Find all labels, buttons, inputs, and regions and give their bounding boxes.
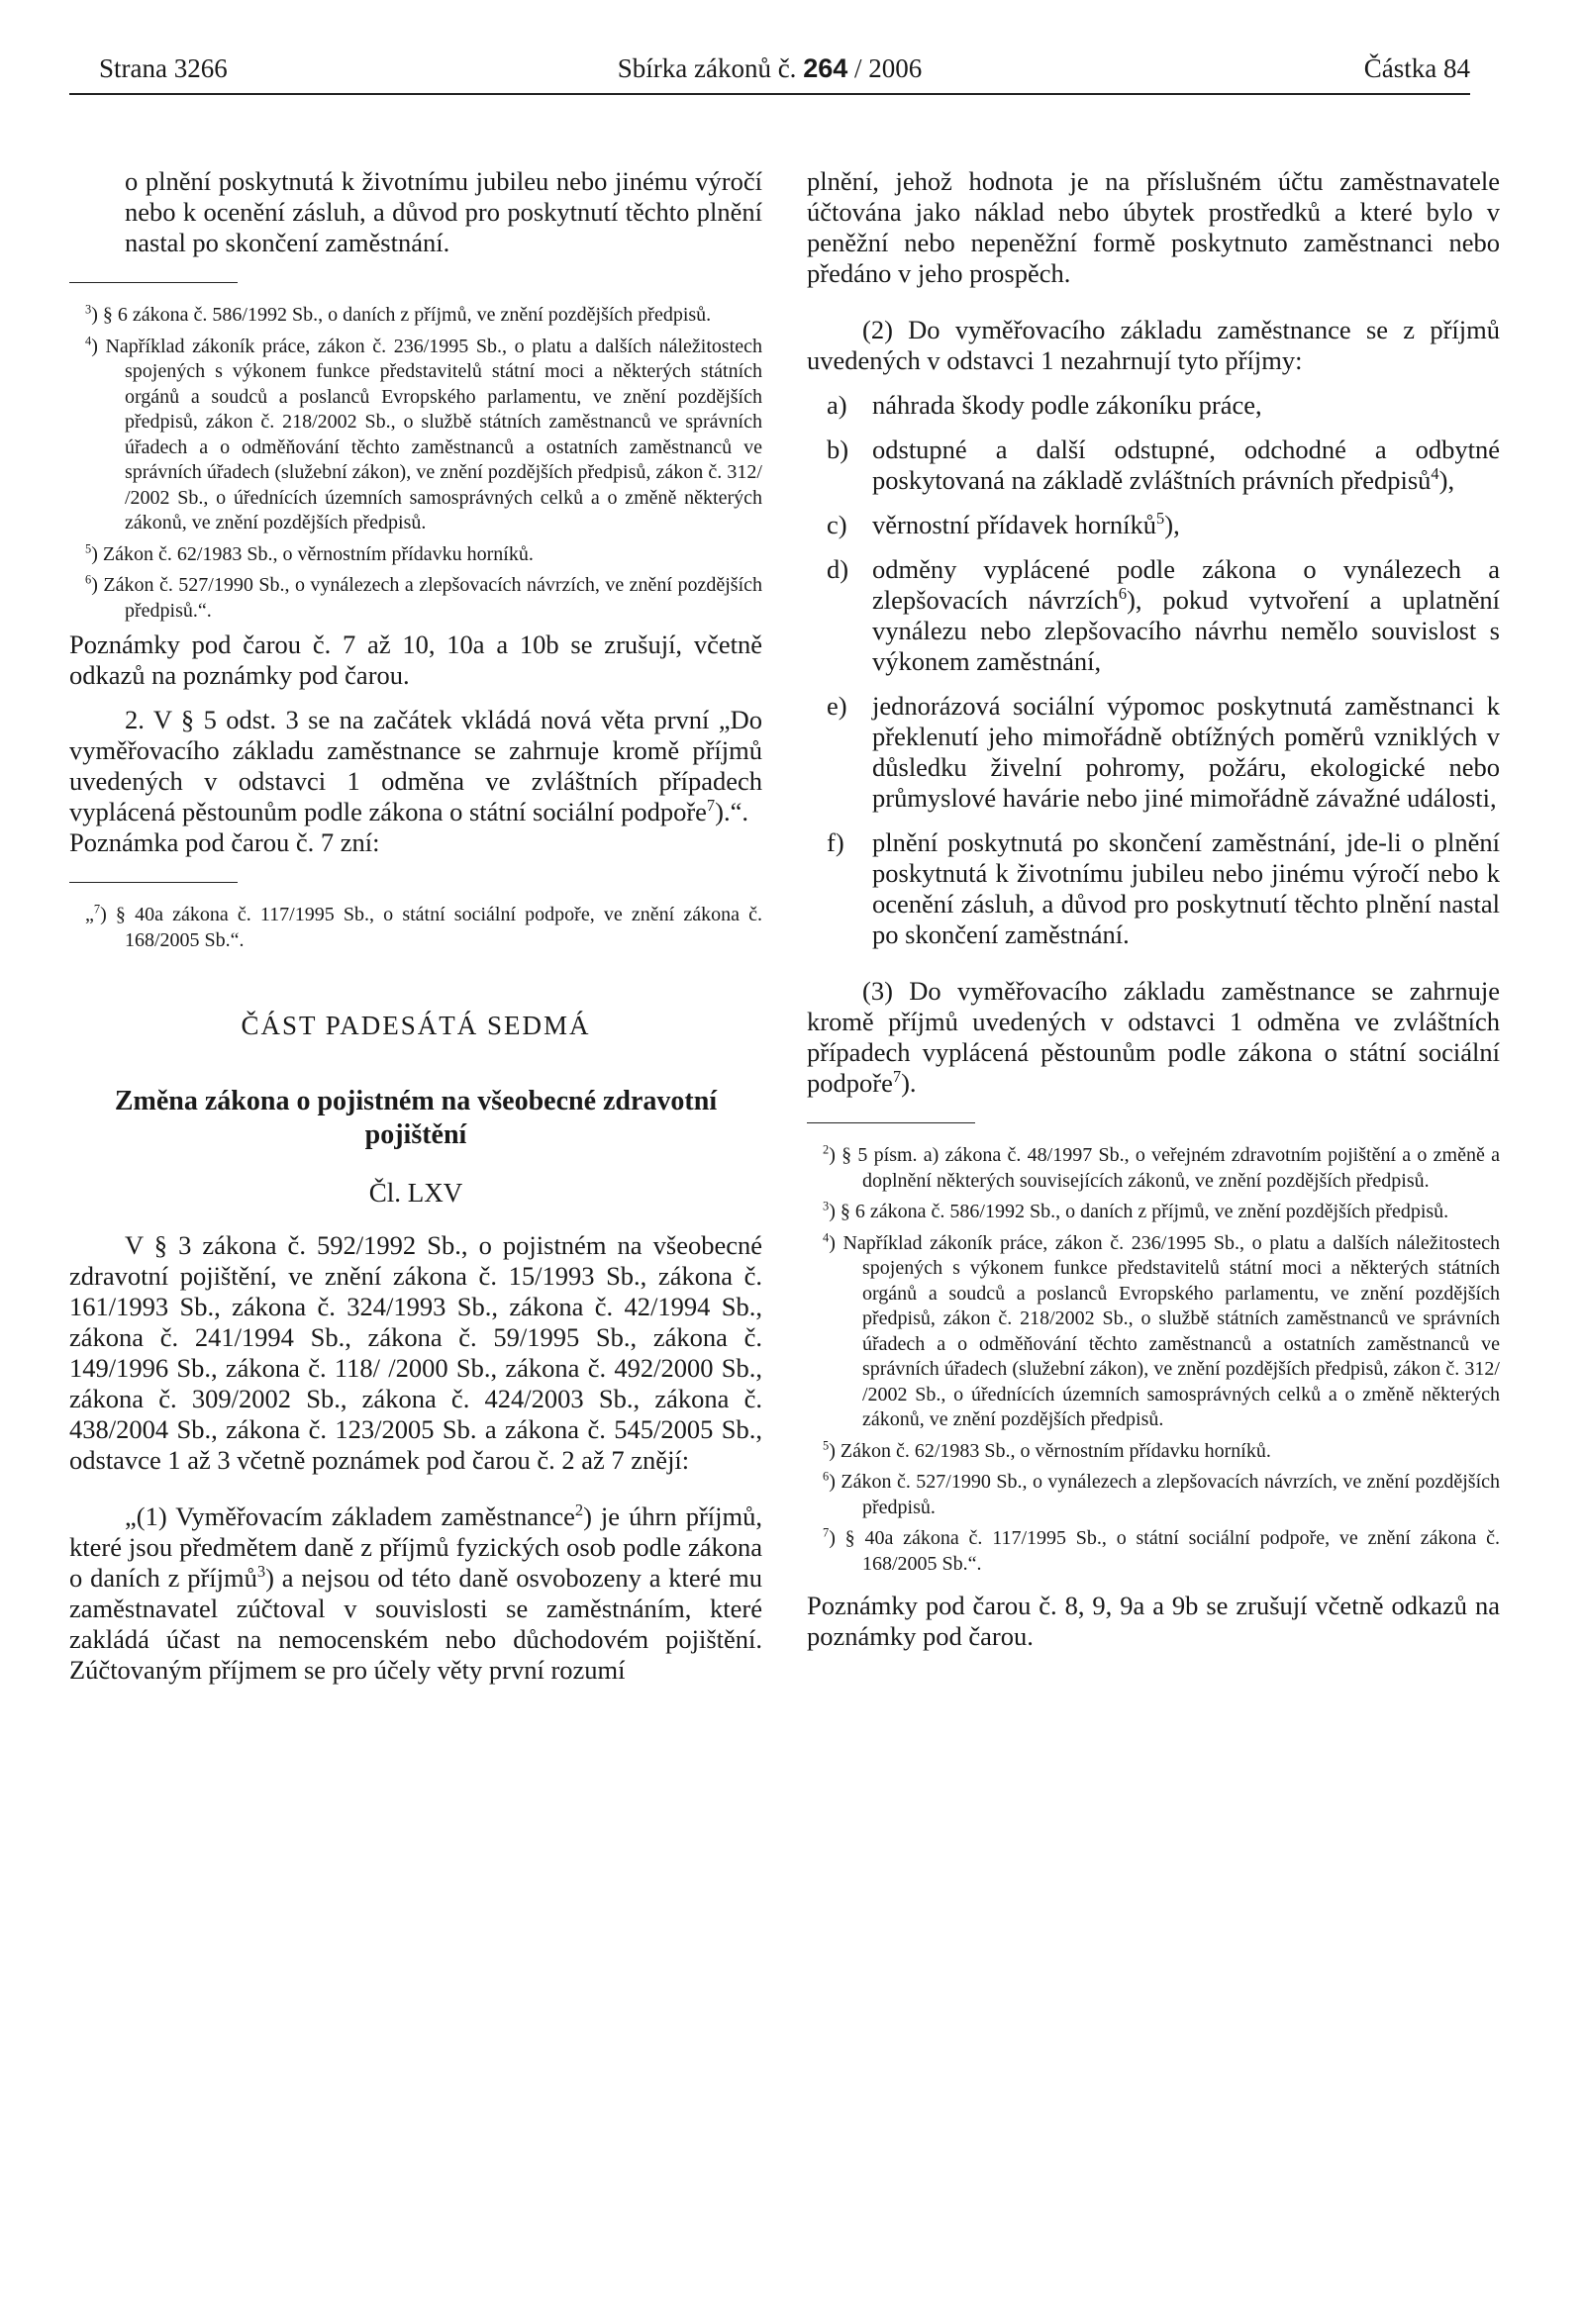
footnote-rule (69, 282, 238, 283)
page-header (69, 49, 1470, 95)
list-item-text: náhrada škody podle zákoníku práce, (872, 390, 1262, 420)
list-item (807, 390, 1500, 421)
collection-label: Sbírka zákonů č. (617, 53, 797, 83)
footnote-6: $^6$) Zákon č. 527/1990 Sb., o vynálezech a zlepšovacích návrzích, ve znění pozdějších předpisů.“. (85, 572, 762, 622)
footnote-2: $^2$) § 5 písm. a) zákona č. 48/1997 Sb., o veřejném zdravotním pojištění a o změně a doplnění některých souvisejících zákonů, ve znění pozdějších předpisů. (823, 1142, 1500, 1192)
footnote-3-right: $^3$) § 6 zákona č. 586/1992 Sb., o daních z příjmů, ve znění pozdějších předpisů. (823, 1199, 1449, 1222)
list-item (807, 510, 1500, 540)
list-item-text: odstupné a další odstupné, odchodné a odbytné poskytovaná na základě zvláštních právních předpisů (872, 435, 1500, 495)
list-item-text: plnění poskytnutá po skončení zaměstnání, jde-li o plnění poskytnutá k životnímu jubileu nebo jinému výročí nebo k ocenění zásluh, a důvod pro poskytnutí těchto plnění nastal po skončení zaměstnání. (872, 827, 1500, 949)
list-item (807, 827, 1500, 950)
law-number: 264 (803, 53, 848, 83)
list-item-text-continued: ), (1438, 465, 1455, 495)
left-paragraph-5: V § 3 zákona č. 592/1992 Sb., o pojistném na všeobecné zdravotní pojištění, ve znění zákona č. 15/1993 Sb., zákona č. 161/1993 Sb., zákona č. 324/1993 Sb., zákona č. 42/1994 Sb., zákona č. 241/1994 Sb., zákona č. 59/1995 Sb., zákona č. 149/1996 Sb., zákona č. 118/ /2000 Sb., zákona č. 492/2000 Sb., zákona č. 309/2002 Sb., zákona č. 424/2003 Sb., zákona č. 438/2004 Sb., zákona č. 123/2005 Sb. a zákona č. 545/2005 Sb., odstavce 1 až 3 včetně poznámek pod čarou č. 2 až 7 znějí: (69, 1230, 762, 1475)
article-number: Čl. LXV (368, 1178, 463, 1208)
list-item-text: odměny vyplácené podle zákona o vynálezech a zlepšovacích návrzích (872, 554, 1500, 615)
page-number: Strana 3266 (99, 53, 228, 83)
list-item-marker: c) (827, 510, 847, 539)
collection-title (69, 53, 1470, 84)
left-column (69, 166, 762, 1686)
list-item-marker: a) (827, 390, 847, 420)
footnote-3: $^3$) § 6 zákona č. 586/1992 Sb., o daních z příjmů, ve znění pozdějších předpisů. (85, 302, 712, 326)
right-paragraph-2: (2) Do vyměřovacího základu zaměstnance se z příjmů uvedených v odstavci 1 nezahrnují tyto příjmy: (807, 315, 1500, 375)
footnote-6-right: $^6$) Zákon č. 527/1990 Sb., o vynálezech a zlepšovacích návrzích, ve znění pozdějších předpisů. (823, 1469, 1500, 1518)
footnote-reference: 6 (1118, 584, 1128, 604)
footnote-4: $^4$) Například zákoník práce, zákon č. 236/1995 Sb., o platu a dalších náležitostech spojených s výkonem funkce představitelů státní moci a některých státních orgánů a soudců a poslanců Evropského parlamentu, ve znění pozdějších předpisů, zákon č. 218/2002 Sb., o službě státních zaměstnanců ve správních úřadech a o odměňování těchto zaměstnanců a ostatních zaměstnanců ve správních úřadech (služební zákon), ve znění pozdějších předpisů, zákon č. 312/ /2002 Sb., o úřednících územních samosprávných celků a o změně některých zákonů, ve znění pozdějších předpisů. (85, 333, 762, 533)
list-item-marker: e) (827, 691, 847, 721)
part-subtitle: Změna zákona o pojistném na všeobecné zdravotní pojištění (114, 1086, 718, 1150)
right-paragraph-1: plnění, jehož hodnota je na příslušném účtu zaměstnavatele účtována jako náklad nebo úbytek prostředků a které bylo v peněžní nebo nepeněžní formě poskytnuto zaměstnanci nebo předáno v jeho prospěch. (807, 166, 1500, 288)
footnote-rule-3 (807, 1122, 975, 1123)
list-item-text-continued: ), pokud vytvoření a uplatnění vynálezu nebo zlepšovacího návrhu nemělo souvislost s výkonem zaměstnání, (872, 585, 1500, 676)
list-item (807, 691, 1500, 814)
part-title: ČÁST PADESÁTÁ SEDMÁ (241, 1011, 591, 1040)
left-paragraph-1: o plnění poskytnutá k životnímu jubileu nebo jinému výročí nebo k ocenění zásluh, a důvod pro poskytnutí těchto plnění nastal po skončení zaměstnání. (125, 166, 762, 257)
left-paragraph-4: Poznámka pod čarou č. 7 zní: (69, 827, 380, 857)
list-item-marker: f) (827, 827, 844, 857)
footnote-7: „$^7$) § 40a zákona č. 117/1995 Sb., o státní sociální podpoře, ve znění zákona č. 168/2005 Sb.“. (85, 902, 763, 951)
list-item-marker: d) (827, 554, 849, 584)
footnote-reference: 5 (1156, 509, 1165, 529)
footnote-7-right: $^7$) § 40a zákona č. 117/1995 Sb., o státní sociální podpoře, ve znění zákona č. 168/2005 Sb.“. (823, 1525, 1500, 1575)
right-paragraph-4: Poznámky pod čarou č. 8, 9, 9a a 9b se zrušují včetně odkazů na poznámky pod čarou. (807, 1591, 1500, 1651)
list-item-marker: b) (827, 435, 849, 464)
footnote-5-right: $^5$) Zákon č. 62/1983 Sb., o věrnostním přídavku horníků. (823, 1437, 1271, 1462)
footnote-rule-2 (69, 882, 238, 883)
right-paragraph-3: (3) Do vyměřovacího základu zaměstnance se zahrnuje kromě příjmů uvedených v odstavci 1 odměna ve zvláštních případech vyplácená pěstounům podle zákona o státní sociální podpoře$^7$). (807, 976, 1500, 1098)
footnote-reference: 4 (1431, 464, 1439, 484)
left-paragraph-2: Poznámky pod čarou č. 7 až 10, 10a a 10b se zrušují, včetně odkazů na poznámky pod čarou. (69, 629, 762, 690)
law-year: / 2006 (854, 53, 923, 83)
right-column (807, 166, 1500, 1652)
left-paragraph-3: 2. V § 5 odst. 3 se na začátek vkládá nová věta první „Do vyměřovacího základu zaměstnance se zahrnuje kromě příjmů uvedených v odstavci 1 odměna ve zvláštních případech vyplácená pěstounům podle zákona o státní sociální podpoře$^7$).“. (69, 705, 762, 826)
list-item (807, 554, 1500, 677)
exclusion-list (807, 390, 1500, 950)
list-item-text-continued: ), (1164, 510, 1180, 539)
issue-part: Částka 84 (1363, 53, 1470, 83)
list-item-text: jednorázová sociální výpomoc poskytnutá zaměstnanci k překlenutí jeho mimořádně obtížných poměrů vzniklých v důsledku živelní pohromy, požáru, ekologické nebo průmyslové havárie nebo jiné mimořádně závažné události, (872, 691, 1500, 813)
footnote-5: $^5$) Zákon č. 62/1983 Sb., o věrnostním přídavku horníků. (85, 540, 534, 565)
list-item-text: věrnostní přídavek horníků (872, 510, 1157, 539)
list-item (807, 435, 1500, 496)
footnote-4-right: $^4$) Například zákoník práce, zákon č. 236/1995 Sb., o platu a dalších náležitostech spojených s výkonem funkce představitelů státní moci a některých státních orgánů a soudců a poslanců Evropského parlamentu, ve znění pozdějších předpisů, zákon č. 218/2002 Sb., o službě státních zaměstnanců ve správních úřadech a o odměňování těchto zaměstnanců a ostatních zaměstnanců ve správních úřadech (služební zákon), ve znění pozdějších předpisů, zákon č. 312/ /2002 Sb., o úřednících územních samosprávných celků a o změně některých zákonů, ve znění pozdějších předpisů. (823, 1229, 1500, 1430)
left-paragraph-6: „(1) Vyměřovacím základem zaměstnance$^2$) je úhrn příjmů, které jsou předmětem daně z příjmů fyzických osob podle zákona o daních z příjmů$^3$) a nejsou od této daně osvobozeny a které mu zaměstnavatel zúčtoval v souvislosti se zaměstnáním, které zakládá účast na nemocenském nebo důchodovém pojištění. Zúčtovaným příjmem se pro účely věty první rozumí (69, 1501, 762, 1685)
